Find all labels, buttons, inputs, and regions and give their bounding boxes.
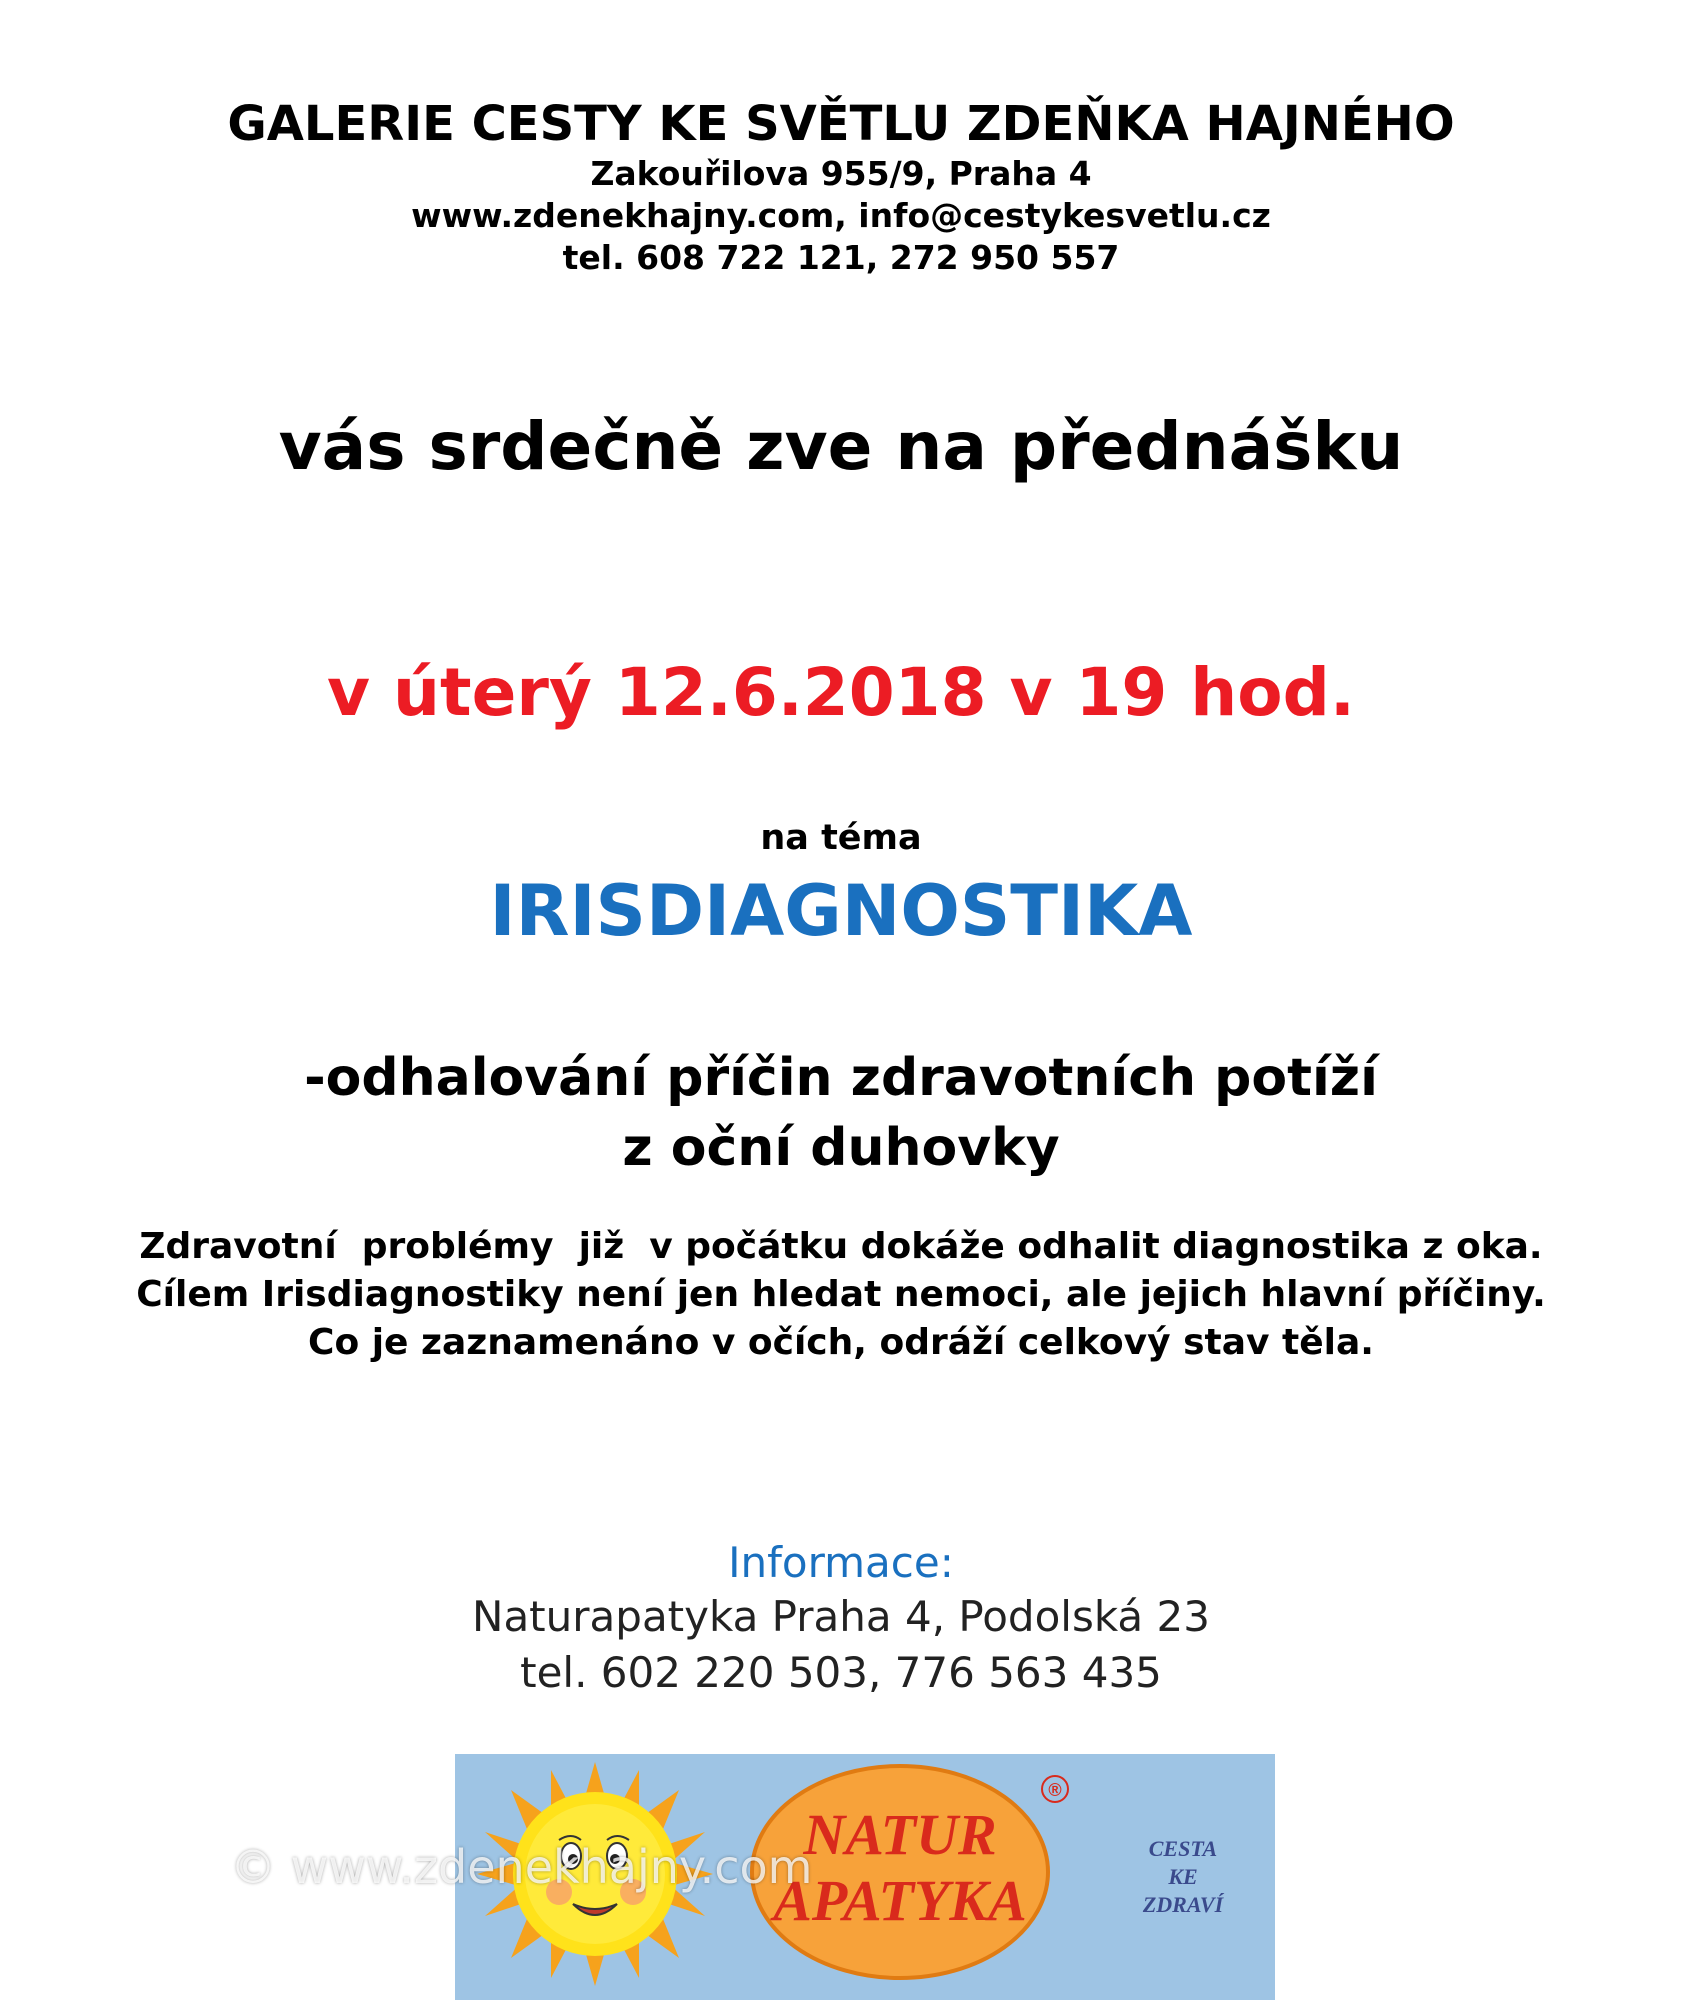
info-phone: tel. 602 220 503, 776 563 435: [520, 1648, 1162, 1697]
topic-subtitle-line1: -odhalování příčin zdravotních potíží: [304, 1048, 1378, 1108]
event-date-time: v úterý 12.6.2018 v 19 hod.: [327, 654, 1355, 731]
info-address: Naturapatyka Praha 4, Podolská 23: [472, 1592, 1210, 1641]
info-label: Informace:: [728, 1538, 954, 1587]
slogan-line: ZDRAVÍ: [1142, 1892, 1224, 1917]
topic-label: na téma: [760, 818, 922, 858]
slogan: [1142, 1836, 1225, 1917]
description-line: Cílem Irisdiagnostiky není jen hledat nemoci, ale jejich hlavní příčiny.: [136, 1274, 1546, 1315]
gallery-name: GALERIE CESTY KE SVĚTLU ZDEŇKA HAJNÉHO: [227, 96, 1455, 152]
watermark-text: © www.zdenekhajny.com: [230, 1840, 813, 1894]
topic-subtitle-line2: z oční duhovky: [622, 1118, 1060, 1178]
slogan-line: KE: [1168, 1864, 1198, 1889]
topic-title: IRISDIAGNOSTIKA: [489, 870, 1193, 952]
registered-mark: ®: [1048, 1780, 1062, 1800]
description-line: Co je zaznamenáno v očích, odráží celkový stav těla.: [308, 1322, 1374, 1363]
gallery-address: Zakouřilova 955/9, Praha 4: [590, 154, 1092, 193]
logo-text-natur: NATUR: [803, 1802, 997, 1867]
gallery-web-email: www.zdenekhajny.com, info@cestykesvetlu.cz: [411, 196, 1271, 235]
logo-text-apatyka: APATYKA: [773, 1868, 1027, 1933]
watermark-logo-icon: [90, 1826, 200, 1916]
slogan-line: CESTA: [1148, 1836, 1218, 1861]
invite-text: vás srdečně zve na přednášku: [278, 408, 1404, 485]
watermark: [90, 1826, 890, 1916]
gallery-phone: tel. 608 722 121, 272 950 557: [562, 238, 1120, 277]
description-line: Zdravotní problémy již v počátku dokáže odhalit diagnostika z oka.: [139, 1226, 1543, 1267]
